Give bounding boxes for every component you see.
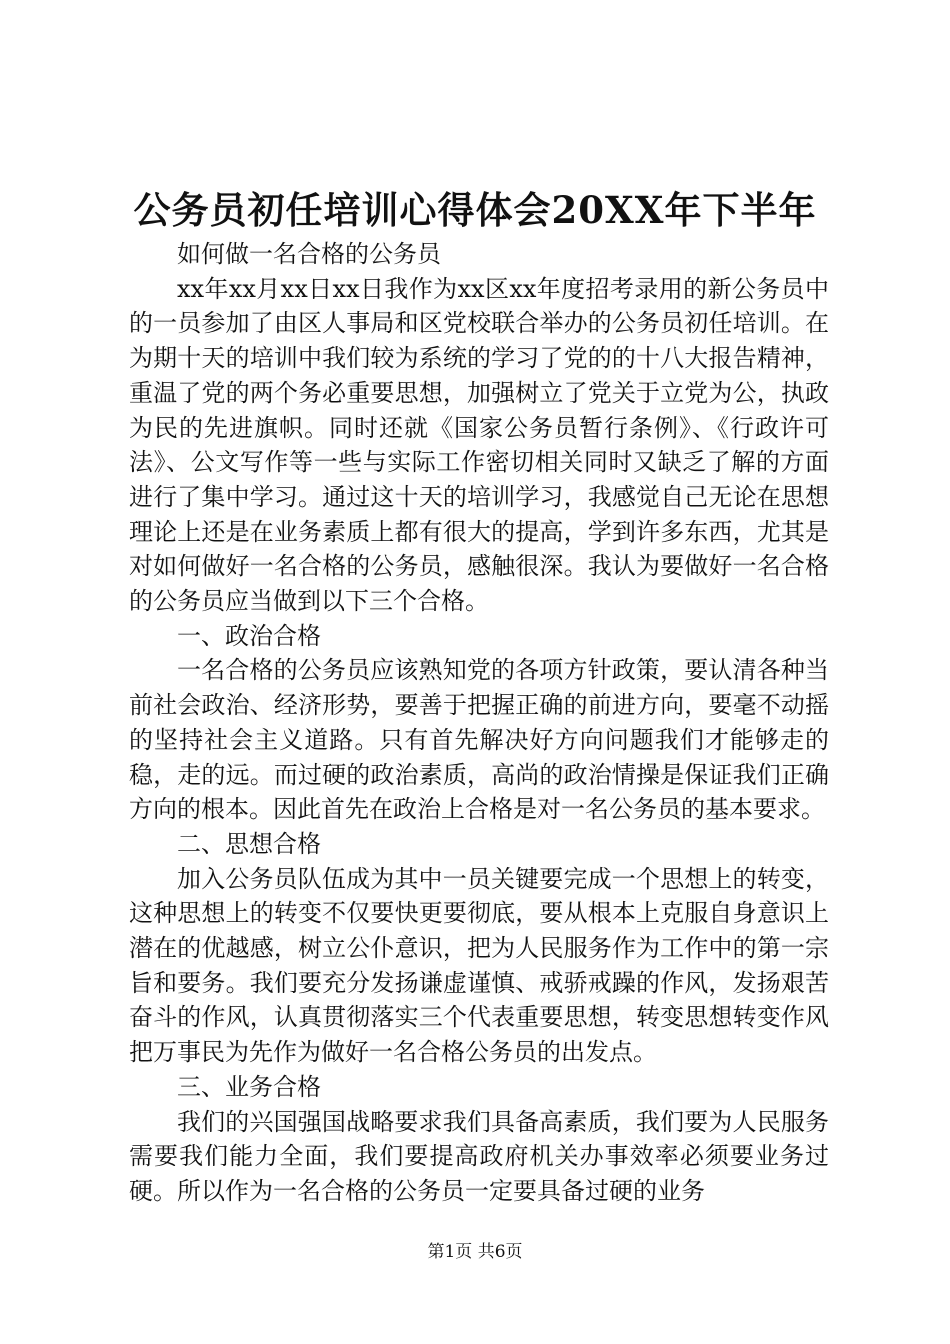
section-paragraph-political: 一名合格的公务员应该熟知党的各项方针政策，要认清各种当前社会政治、经济形势，要善于把握正确的前进方向，要毫不动摇的坚持社会主义道路。只有首先解决好方向问题我们才能够走的稳，走的远。而过硬的政治素质，高尚的政治情操是保证我们正确方向的根本。因此首先在政治上合格是对一名公务员的基本要求。 [129, 656, 829, 824]
page-footer: 第1页 共6页 [427, 1242, 523, 1262]
document-body [129, 237, 829, 1209]
document-subtitle: 如何做一名合格的公务员 [177, 240, 441, 268]
intro-paragraph: xx年xx月xx日xx日我作为xx区xx年度招考录用的新公务员中的一员参加了由区人事局和区党校联合举办的公务员初任培训。在为期十天的培训中我们较为系统的学习了党的的十八大报告精神，重温了党的两个务必重要思想，加强树立了党关于立党为公，执政为民的先进旗帜。同时还就《国家公务员暂行条例》、《行政许可法》、公文写作等一些与实际工作密切相关同时又缺乏了解的方面进行了集中学习。通过这十天的培训学习，我感觉自己无论在思想理论上还是在业务素质上都有很大的提高，学到许多东西，尤其是对如何做好一名合格的公务员，感触很深。我认为要做好一名合格的公务员应当做到以下三个合格。 [129, 274, 829, 616]
section-heading-thought: 二、思想合格 [177, 829, 321, 858]
section-paragraph-thought: 加入公务员队伍成为其中一员关键要完成一个思想上的转变，这种思想上的转变不仅要快更要彻底，要从根本上克服自身意识上潜在的优越感，树立公仆意识，把为人民服务作为工作中的第一宗旨和要务。我们要充分发扬谦虚谨慎、戒骄戒躁的作风，发扬艰苦奋斗的作风，认真贯彻落实三个代表重要思想，转变思想转变作风把万事民为先作为做好一名合格公务员的出发点。 [129, 864, 829, 1067]
section-heading-business: 三、业务合格 [177, 1072, 321, 1101]
section-heading-political: 一、政治合格 [177, 621, 321, 650]
document-title: 公务员初任培训心得体会20XX年下半年 [133, 188, 817, 232]
section-paragraph-business: 我们的兴国强国战略要求我们具备高素质，我们要为人民服务需要我们能力全面，我们要提高政府机关办事效率必须要业务过硬。所以作为一名合格的公务员一定要具备过硬的业务 [129, 1107, 829, 1205]
